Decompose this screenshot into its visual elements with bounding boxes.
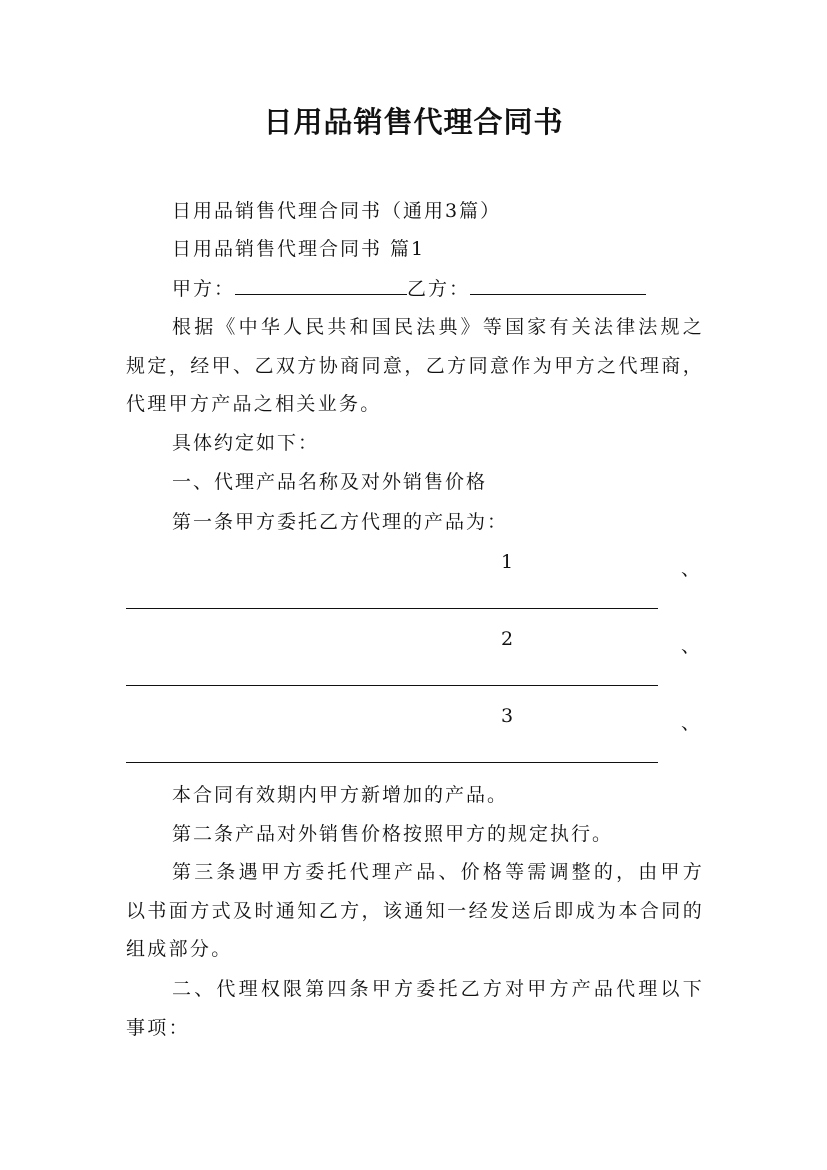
section-one-heading: 一、代理产品名称及对外销售价格 (172, 471, 488, 493)
article-one: 第一条甲方委托乙方代理的产品为： (172, 511, 509, 533)
agreement-intro: 具体约定如下： (172, 432, 320, 454)
product-blank-line-2 (126, 685, 658, 686)
party-b-blank (470, 293, 646, 295)
party-b-label: 乙方： (407, 278, 471, 300)
product-blank-line-1 (126, 608, 658, 609)
product-separator-3: 、 (681, 712, 701, 734)
product-separator-1: 、 (681, 558, 701, 580)
section-two-heading: 二、代理权限第四条甲方委托乙方对甲方产品代理以下事项： (126, 978, 704, 1039)
party-a-label: 甲方： (172, 278, 236, 300)
document-title: 日用品销售代理合同书 (263, 105, 564, 139)
document-subtitle: 日用品销售代理合同书（通用3篇） (172, 200, 502, 222)
product-separator-2: 、 (681, 635, 701, 657)
article-three: 第三条遇甲方委托代理产品、价格等需调整的，由甲方以书面方式及时通知乙方，该通知一经发送后即成为本合同的组成部分。 (126, 861, 704, 960)
new-products-line: 本合同有效期内甲方新增加的产品。 (172, 784, 509, 806)
product-blank-line-3 (126, 762, 658, 763)
product-number-1: 1 (501, 551, 514, 573)
basis-paragraph: 根据《中华人民共和国民法典》等国家有关法律法规之规定，经甲、乙双方协商同意，乙方同意作为甲方之代理商，代理甲方产品之相关业务。 (126, 316, 704, 415)
article-two: 第二条产品对外销售价格按照甲方的规定执行。 (172, 823, 614, 845)
parties-line (126, 270, 752, 308)
party-a-blank (235, 293, 407, 295)
piece-heading: 日用品销售代理合同书 篇1 (172, 238, 426, 260)
product-number-3: 3 (501, 705, 514, 727)
product-number-2: 2 (501, 628, 514, 650)
